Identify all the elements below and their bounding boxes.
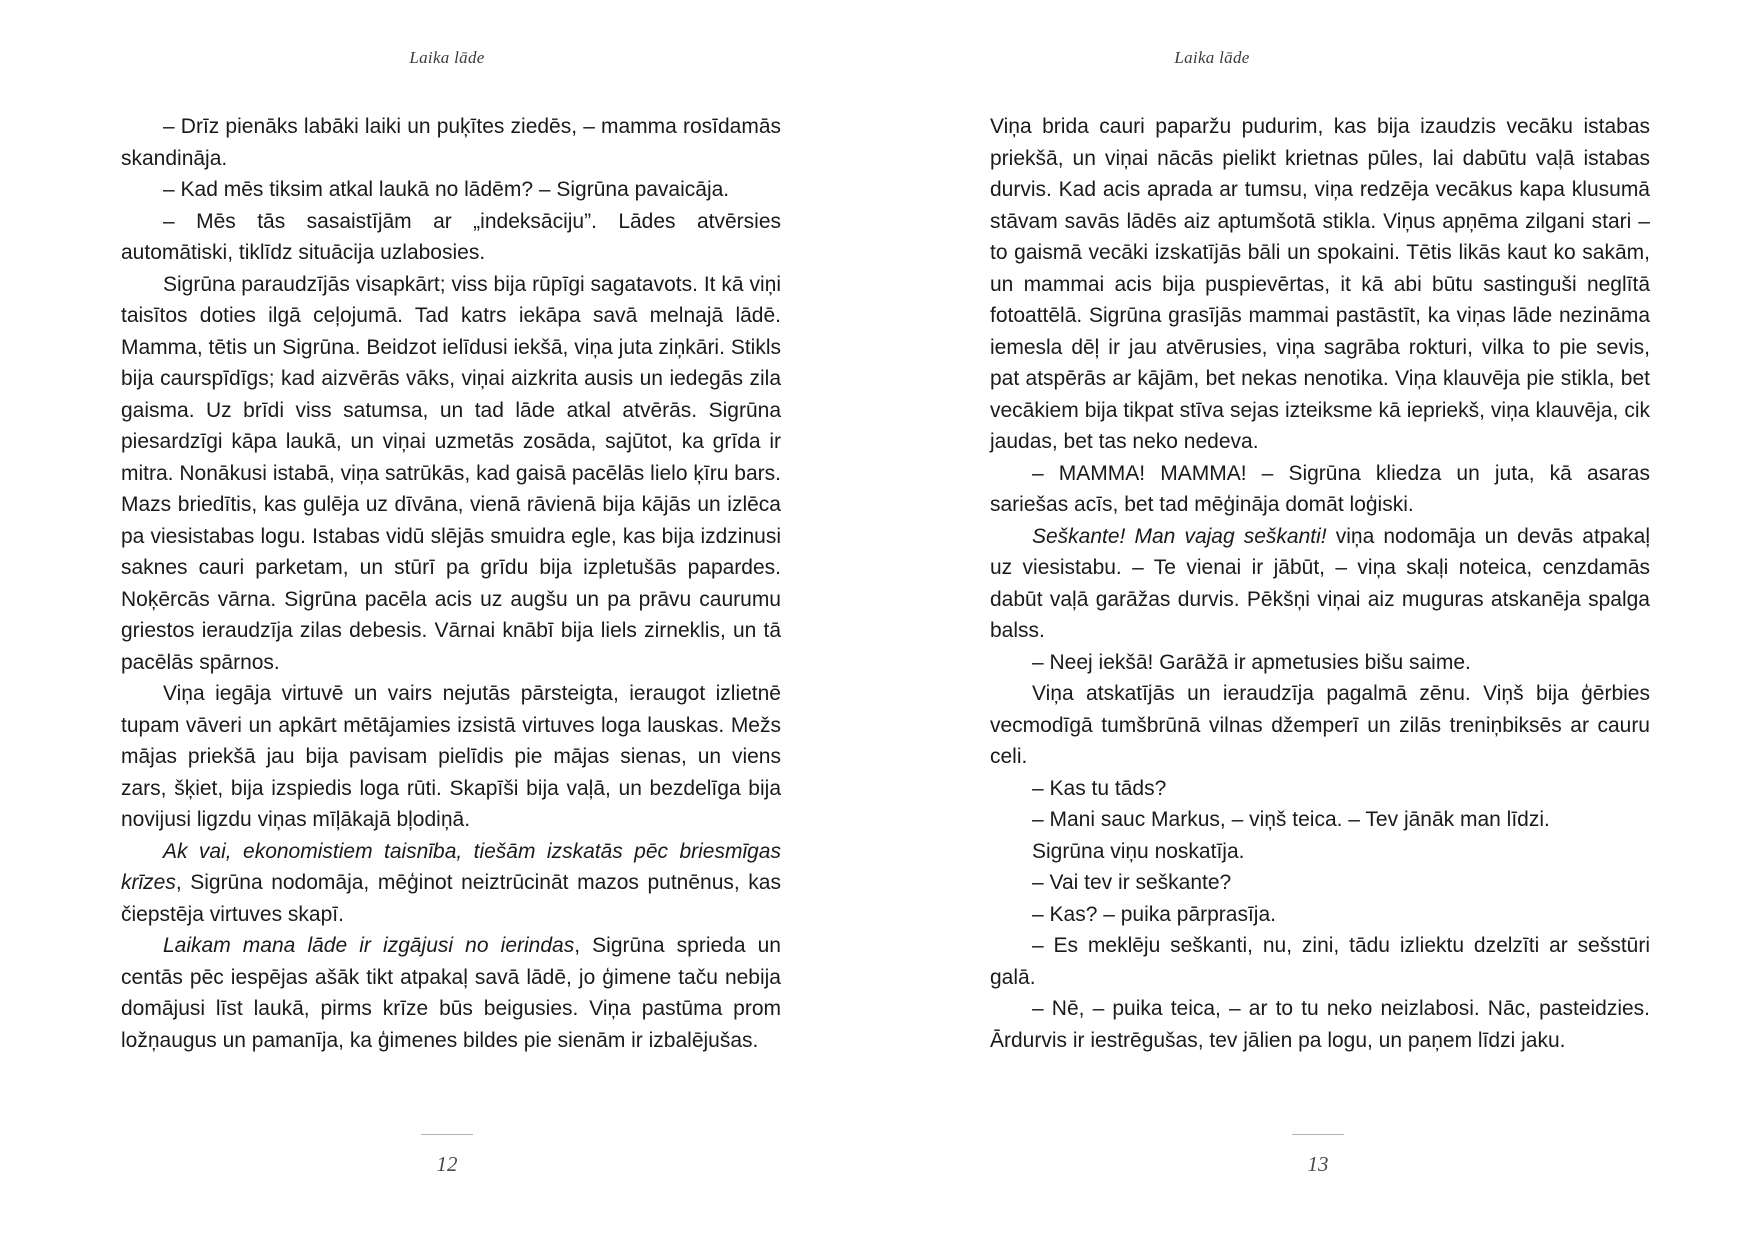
folio-rule-left bbox=[421, 1134, 473, 1135]
paragraph-text: , Sigrūna nodomāja, mēģinot neiztrūcināt mazos putnēnus, kas čiepstēja virtuves skapī. bbox=[121, 871, 781, 926]
paragraph bbox=[990, 773, 1650, 805]
paragraph-text: Sigrūna viņu noskatīja. bbox=[1032, 839, 1245, 863]
paragraph-text: viņa nodomāja un devās atpakaļ uz viesistabu. – Te vienai ir jābūt, – viņa skaļi noteica, cenzdamās dabūt vaļā garāžas durvis. Pēkšņi viņai aiz muguras atskanēja spalga balss. bbox=[990, 524, 1650, 642]
paragraph bbox=[121, 111, 781, 174]
paragraph bbox=[990, 899, 1650, 931]
running-head-right: Laika lāde bbox=[1174, 48, 1250, 67]
right-page bbox=[874, 0, 1748, 1240]
paragraph bbox=[121, 206, 781, 269]
paragraph-text: – Vai tev ir seškante? bbox=[1032, 871, 1232, 894]
italic-thought: Ak vai, ekonomistiem taisnība, tiešām izskatās pēc briesmīgas krīzes bbox=[121, 839, 781, 894]
paragraph-text: – Mani sauc Markus, – viņš teica. – Tev jānāk man līdzi. bbox=[1032, 808, 1550, 831]
italic-thought: Seškante! Man vajag seškanti! bbox=[1032, 524, 1327, 548]
paragraph-text: – Kas? – puika pārprasīja. bbox=[1032, 902, 1276, 926]
paragraph-text: – Kas tu tāds? bbox=[1032, 776, 1167, 800]
paragraph bbox=[990, 836, 1650, 868]
paragraph-text: – Neej iekšā! Garāžā ir apmetusies bišu saime. bbox=[1032, 650, 1471, 674]
italic-thought: Laikam mana lāde ir izgājusi no ierindas bbox=[163, 934, 575, 957]
paragraph bbox=[121, 836, 781, 931]
paragraph-text: Viņa atskatījās un ieraudzīja pagalmā zēnu. Viņš bija ģērbies vecmodīgā tumšbrūnā vilnas džemperī un zilās treniņbiksēs ar cauru celi. bbox=[990, 682, 1650, 768]
paragraph bbox=[990, 867, 1650, 899]
paragraph-text: – MAMMA! MAMMA! – Sigrūna kliedza un juta, kā asaras sariešas acīs, bet tad mēģināja domāt loģiski. bbox=[990, 461, 1650, 516]
paragraph-text: , Sigrūna sprieda un centās pēc iespējas ašāk tikt atpakaļ savā lādē, jo ģimene taču nebija domājusi līst laukā, pirms krīze būs beigusies. Viņa pastūma prom ložņaugus un pamanīja, ka ģimenes bildes pie sienām ir izbalējušas. bbox=[121, 934, 781, 1052]
paragraph bbox=[990, 804, 1650, 836]
running-head-left: Laika lāde bbox=[409, 48, 485, 67]
paragraph bbox=[121, 269, 781, 679]
paragraph bbox=[990, 647, 1650, 679]
page-number-right: 13 bbox=[1307, 1152, 1329, 1176]
paragraph-text: – Mēs tās sasaistījām ar „indeksāciju”. Lādes atvērsies automātiski, tiklīdz situācija uzlabosies. bbox=[121, 209, 781, 264]
paragraph bbox=[990, 678, 1650, 773]
body-text-right bbox=[990, 111, 1650, 1056]
paragraph-text: Viņa brida cauri paparžu pudurim, kas bija izaudzis vecāku istabas priekšā, un viņai nācās pielikt krietnas pūles, lai dabūtu vaļā istabas durvis. Kad acis aprada ar tumsu, viņa redzēja vecākus kapa klusumā stāvam savās lādēs aiz aptumšotā stikla. Viņus apņēma zilgani stari – to gaismā vecāki izskatījās bāli un spokaini. Tētis likās kaut ko sakām, un mammai acis bija puspievērtas, it kā abi būtu sastinguši neglītā fotoattēlā. Sigrūna grasījās mammai pastāstīt, ka viņas lāde nezināma iemesla dēļ ir jau atvērusies, viņa sagrāba rokturi, vilka to pie sevis, pat atspērās ar kājām, bet nekas nenotika. Viņa klauvēja pie stikla, bet vecākiem bija tikpat stīva sejas izteiksme kā iepriekš, viņa klauvēja, cik jaudas, bet tas neko nedeva. bbox=[990, 115, 1650, 453]
paragraph-text: – Drīz pienāks labāki laiki un puķītes ziedēs, – mamma rosīdamās skandināja. bbox=[121, 115, 781, 170]
paragraph-text: – Nē, – puika teica, – ar to tu neko neizlabosi. Nāc, pasteidzies. Ārdurvis ir iestrēgušas, tev jālien pa logu, un paņem līdzi jaku. bbox=[990, 997, 1650, 1052]
paragraph-text: – Es meklēju seškanti, nu, zini, tādu izliektu dzelzīti ar sešstūri galā. bbox=[990, 934, 1650, 989]
paragraph bbox=[990, 111, 1650, 458]
paragraph bbox=[121, 930, 781, 1056]
paragraph bbox=[990, 930, 1650, 993]
paragraph bbox=[990, 993, 1650, 1056]
paragraph bbox=[990, 458, 1650, 521]
paragraph-text: Sigrūna paraudzījās visapkārt; viss bija rūpīgi sagatavots. It kā viņi taisītos doties ilgā ceļojumā. Tad katrs iekāpa savā melnajā lādē. Mamma, tētis un Sigrūna. Beidzot ielīdusi iekšā, viņa juta ziņkāri. Stikls bija caurspīdīgs; kad aizvērās vāks, viņai aizkrita ausis un iedegās zila gaisma. Uz brīdi viss satumsa, un tad lāde atkal atvērās. Sigrūna piesardzīgi kāpa laukā, un viņai uzmetās zosāda, sajūtot, ka grīda ir mitra. Nonākusi istabā, viņa satrūkās, kad gaisā pacēlās lielo ķīru bars. Mazs briedītis, kas gulēja uz dīvāna, vienā rāvienā bija kājās un izlēca pa viesistabas logu. Istabas vidū slējās smuidra egle, kas bija izdzinusi saknes cauri parketam, un stūrī pa grīdu bija izpletušās papardes. Noķērcās vārna. Sigrūna pacēla acis uz augšu un pa prāvu caurumu griestos ieraudzīja zilas debesis. Vārnai knābī bija liels zirneklis, un tā pacēlās spārnos. bbox=[121, 272, 781, 674]
paragraph-text: – Kad mēs tiksim atkal laukā no lādēm? – Sigrūna pavaicāja. bbox=[163, 178, 730, 201]
paragraph-text: Viņa iegāja virtuvē un vairs nejutās pārsteigta, ieraugot izlietnē tupam vāveri un apkārt mētājamies izsistā virtuves loga lauskas. Mežs mājas priekšā jau bija pavisam pielīdis pie mājas sienas, un viens zars, šķiet, bija izspiedis loga rūti. Skapīši bija vaļā, un bezdelīga bija novijusi ligzdu viņas mīļākajā bļodiņā. bbox=[121, 682, 781, 831]
folio-rule-right bbox=[1292, 1134, 1344, 1135]
paragraph bbox=[990, 521, 1650, 647]
paragraph bbox=[121, 174, 781, 206]
page-number-left: 12 bbox=[436, 1152, 458, 1176]
body-text-left bbox=[121, 111, 781, 1056]
paragraph bbox=[121, 678, 781, 836]
